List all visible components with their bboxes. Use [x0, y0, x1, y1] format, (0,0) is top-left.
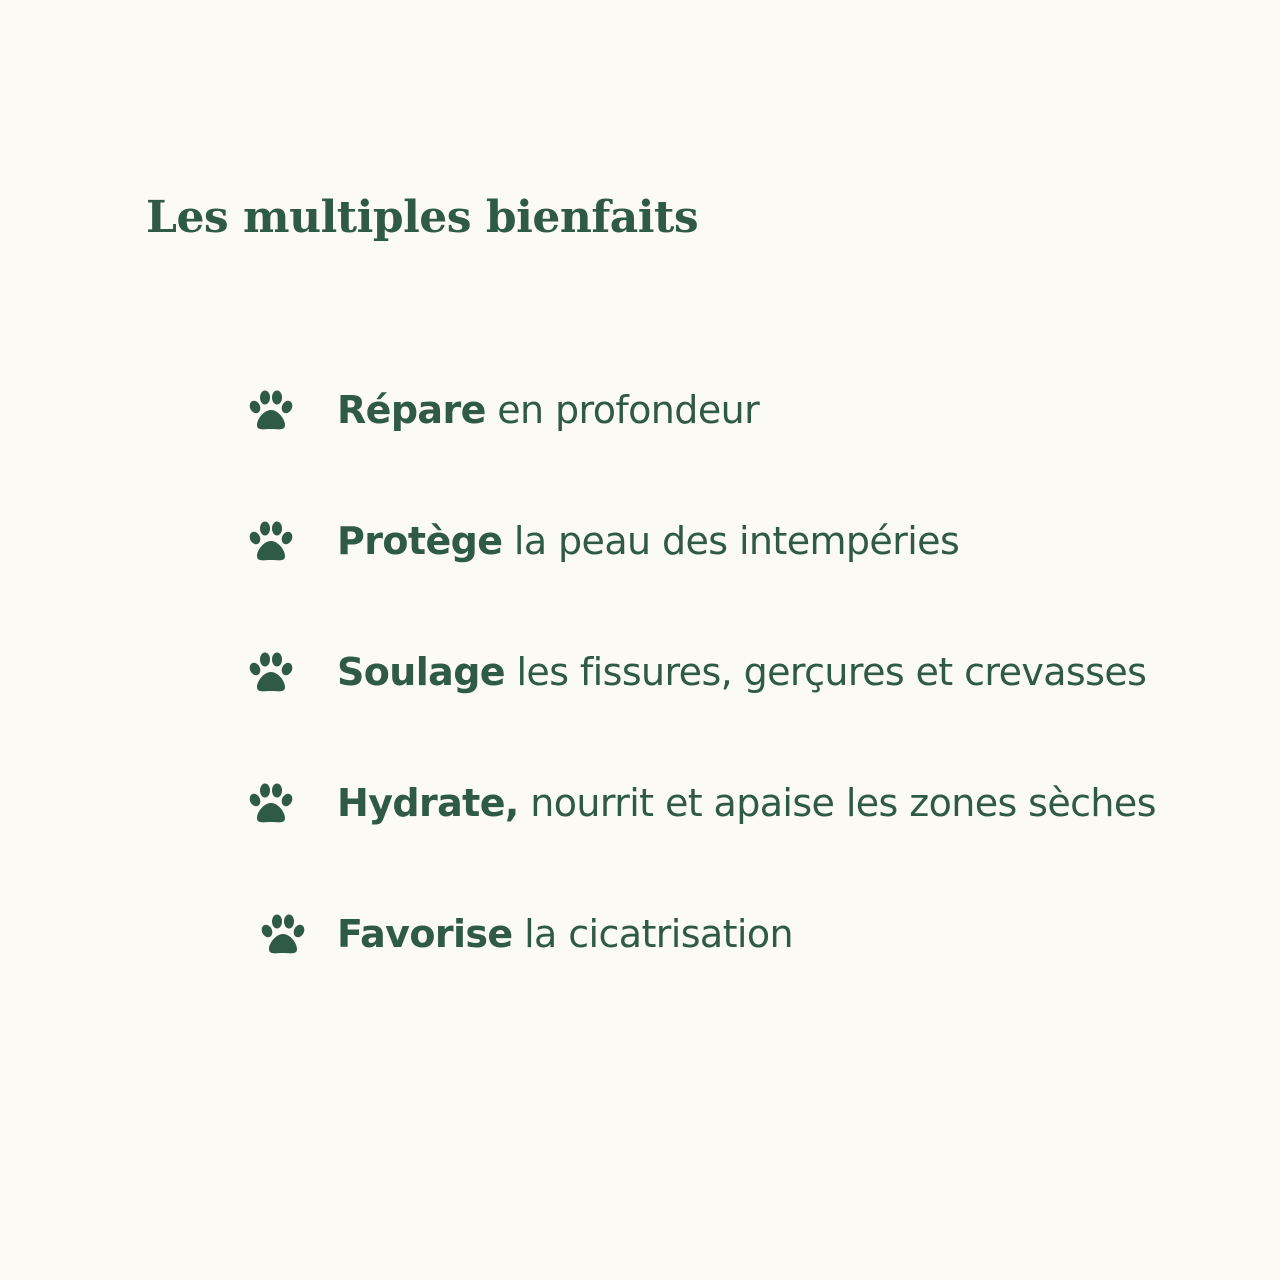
benefit-text	[337, 904, 793, 964]
benefit-text	[337, 511, 959, 571]
benefit-item	[0, 511, 1280, 571]
benefit-strong: Favorise	[337, 912, 513, 956]
benefit-rest: nourrit et apaise les zones sèches	[530, 781, 1156, 825]
paw-icon	[249, 390, 293, 432]
paw-icon	[249, 521, 293, 563]
benefit-rest: la cicatrisation	[524, 912, 793, 956]
benefit-text	[337, 642, 1146, 702]
benefit-strong: Répare	[337, 388, 486, 432]
paw-icon	[261, 914, 305, 956]
benefit-rest: la peau des intempéries	[513, 519, 960, 563]
paw-icon	[249, 652, 293, 694]
paw-icon	[249, 783, 293, 825]
benefit-rest: en profondeur	[497, 388, 760, 432]
benefit-strong: Soulage	[337, 650, 505, 694]
benefit-rest: les fissures, gerçures et crevasses	[516, 650, 1147, 694]
benefit-text	[337, 380, 759, 440]
benefit-strong: Hydrate,	[337, 781, 519, 825]
benefit-item	[0, 773, 1280, 833]
benefit-text	[337, 773, 1156, 833]
page-title: Les multiples bienfaits	[146, 192, 699, 243]
benefit-strong: Protège	[337, 519, 503, 563]
benefit-item	[0, 904, 1280, 964]
benefit-item	[0, 380, 1280, 440]
benefit-item	[0, 642, 1280, 702]
